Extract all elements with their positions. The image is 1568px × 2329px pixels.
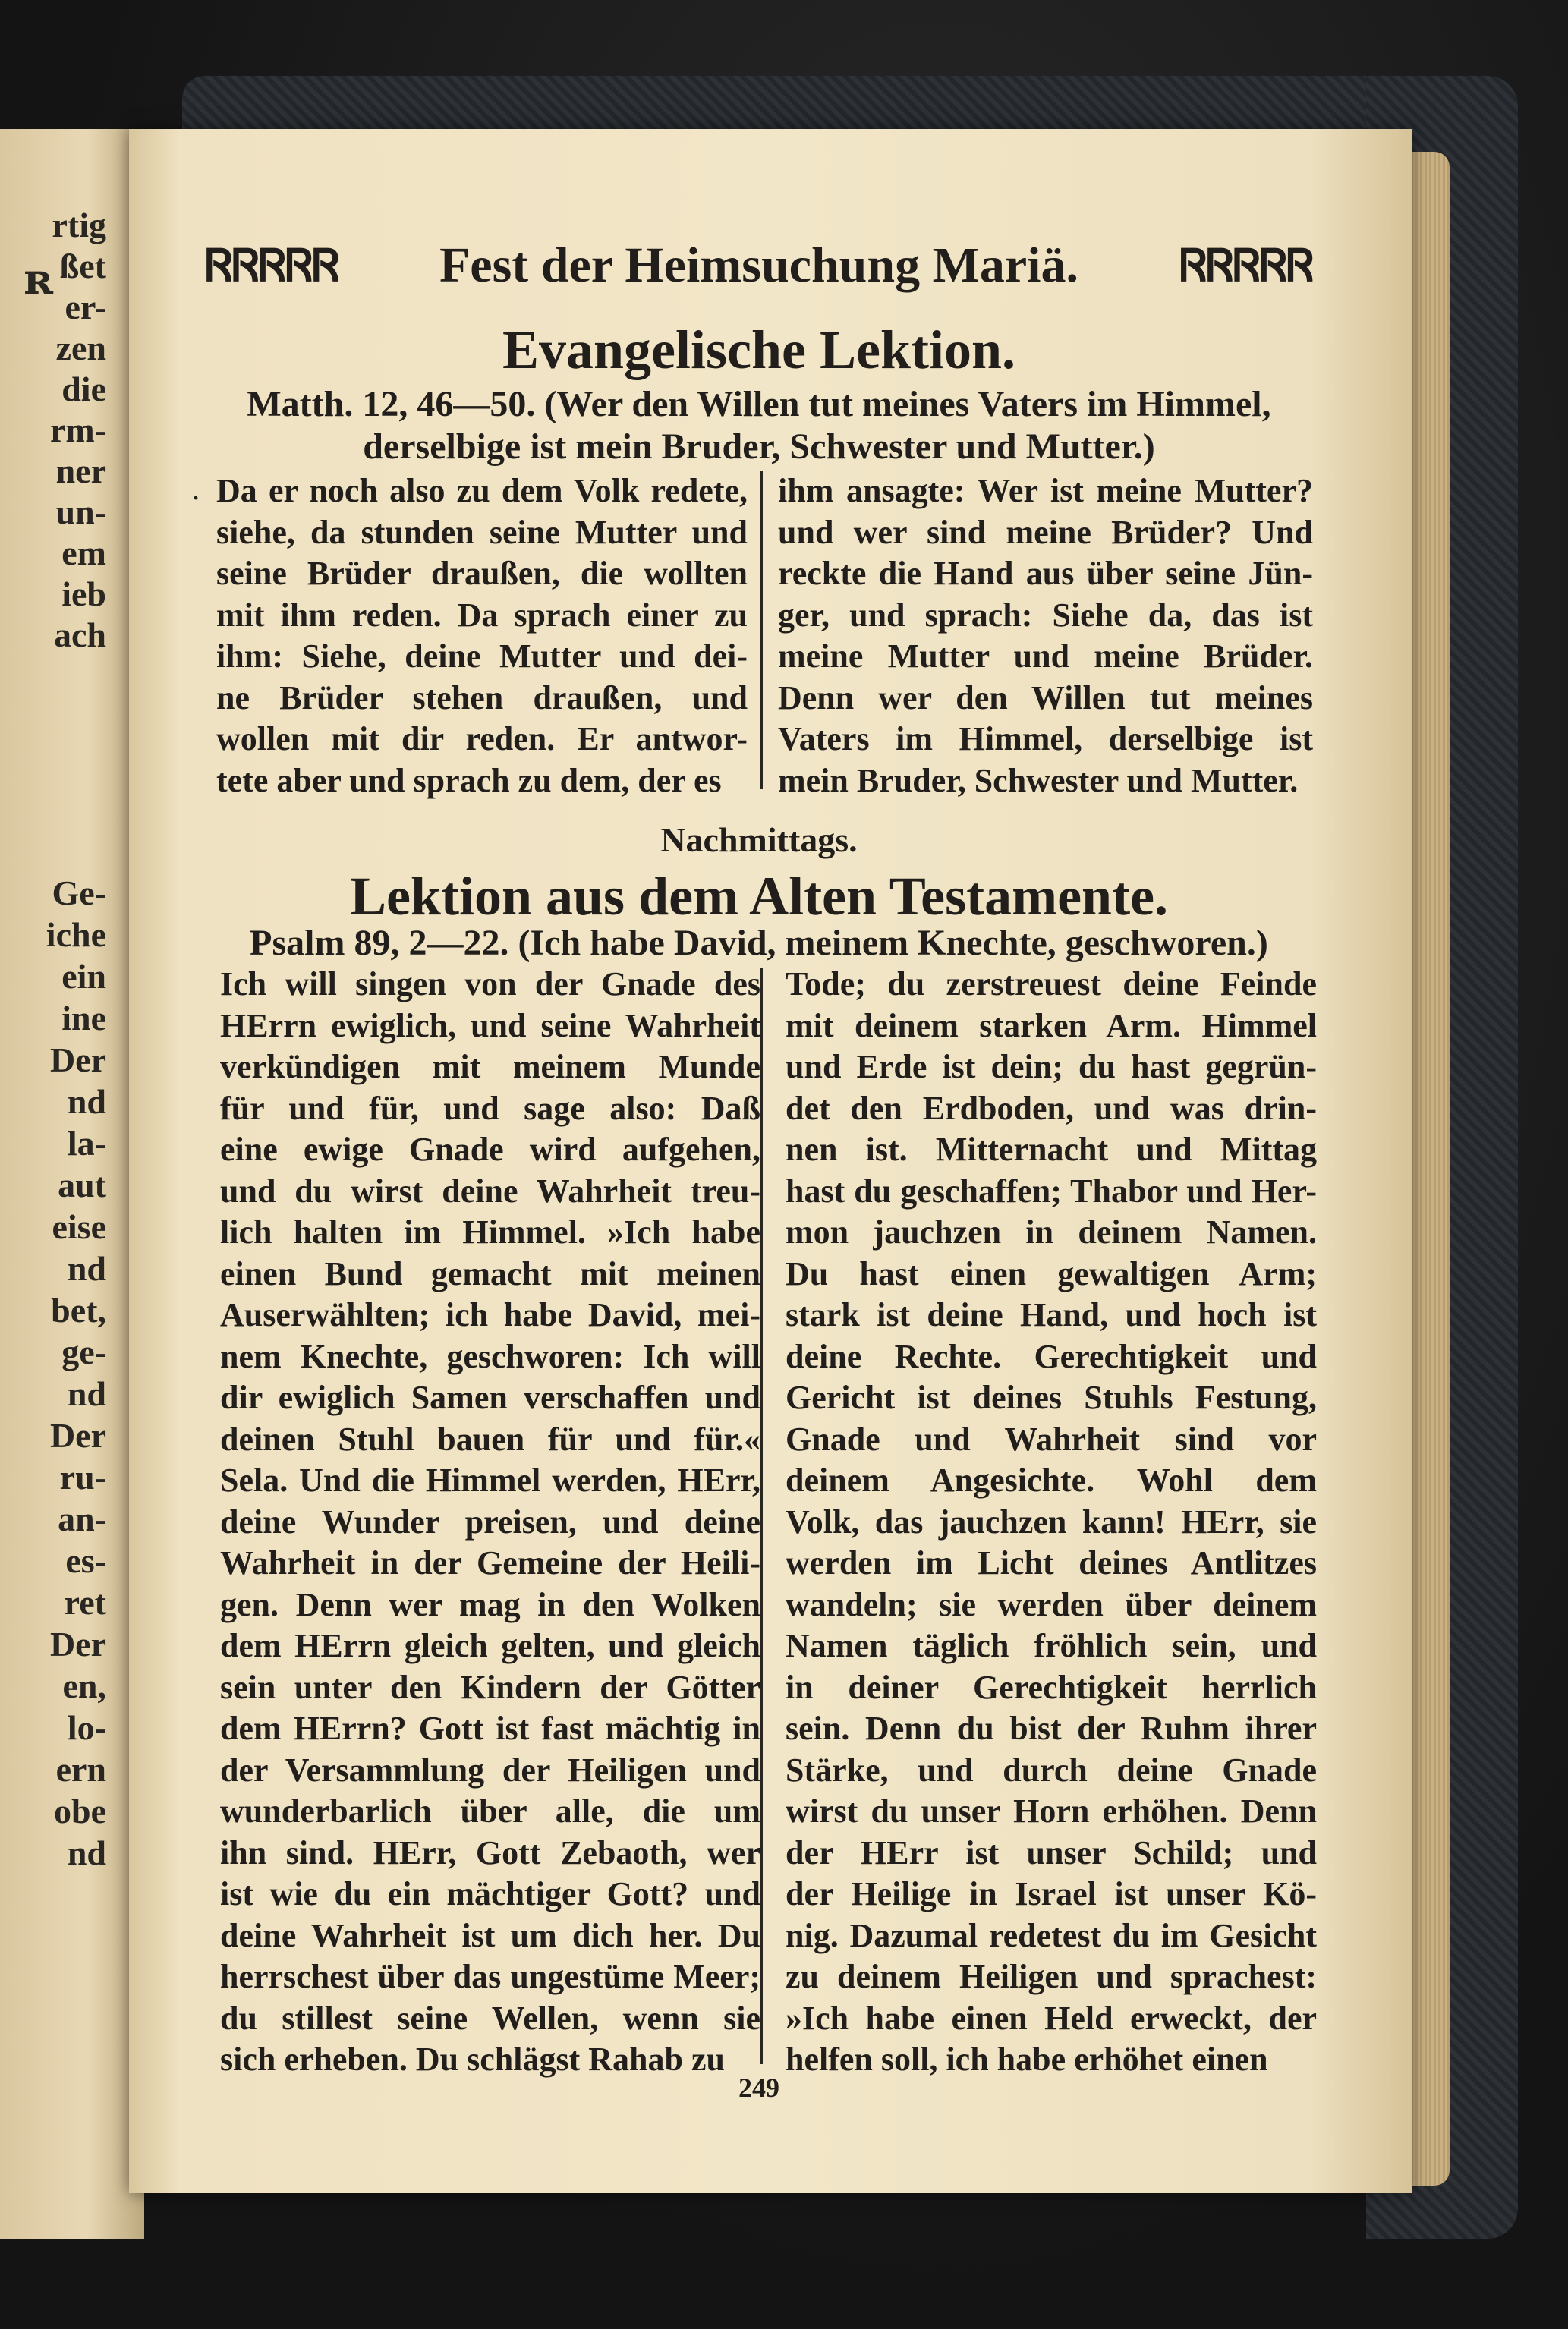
gospel-left-line: seine Brüder draußen, die wollten xyxy=(216,555,748,592)
psalm-left-line: sein unter den Kindern der Götter xyxy=(220,1668,760,1706)
margin-mark: · xyxy=(192,486,200,511)
psalm-left-line: lich halten im Himmel. »Ich habe xyxy=(220,1213,760,1251)
psalm-right-line: det den Erdboden, und was drin- xyxy=(786,1089,1317,1127)
psalm-right-line: wandeln; sie werden über deinem xyxy=(786,1585,1317,1623)
psalm-left-line: deine Wunder preisen, und deine xyxy=(220,1503,760,1541)
psalm-left-line: und du wirst deine Wahrheit treu- xyxy=(220,1172,760,1210)
left-page-line: obe xyxy=(54,1792,106,1830)
ornament-right: ᏒᏒᏒᏒᏒ xyxy=(1179,239,1313,291)
left-page-line: die xyxy=(61,370,106,408)
psalm-left-line: dem HErrn? Gott ist fast mächtig in xyxy=(220,1710,760,1747)
gospel-right-line: meine Mutter und meine Brüder. xyxy=(778,637,1313,675)
psalm-column-right xyxy=(786,964,1317,2081)
psalm-right-line: stark ist deine Hand, und hoch ist xyxy=(786,1296,1317,1333)
psalm-column-left xyxy=(220,964,760,2081)
psalm-left-line: HErrn ewiglich, und seine Wahrheit xyxy=(220,1006,760,1044)
psalm-left-line: herrschest über das ungestüme Meer; xyxy=(220,1958,760,1995)
gospel-reference-line-2: derselbige ist mein Bruder, Schwester und Mutter.) xyxy=(363,426,1155,467)
left-page-line: nd xyxy=(67,1249,106,1288)
left-page-fragment xyxy=(0,129,144,2239)
left-page-line: un- xyxy=(55,493,106,531)
gospel-column-right xyxy=(778,471,1313,801)
left-page-line: Ge- xyxy=(52,873,106,912)
psalm-right-line: nen ist. Mitternacht und Mittag xyxy=(786,1131,1317,1168)
psalm-right-line: wirst du unser Horn erhöhen. Denn xyxy=(786,1792,1317,1830)
psalm-left-line: gen. Denn wer mag in den Wolken xyxy=(220,1585,760,1623)
gospel-left-line: tete aber und sprach zu dem, der es xyxy=(216,761,722,799)
psalm-right-line: »Ich habe einen Held erweckt, der xyxy=(786,1999,1317,2037)
afternoon-heading: Lektion aus dem Alten Testamente. xyxy=(349,866,1169,927)
gospel-column-left xyxy=(216,471,748,801)
psalm-left-line: Auserwählten; ich habe David, mei- xyxy=(220,1296,760,1333)
left-page-line: ine xyxy=(61,999,106,1037)
left-page-line: ßet xyxy=(59,247,106,285)
gospel-left-line: ne Brüder stehen draußen, und xyxy=(216,678,748,716)
left-page-line: ein xyxy=(61,957,106,996)
psalm-left-line: für und für, und sage also: Daß xyxy=(220,1089,760,1127)
gospel-left-line: wollen mit dir reden. Er antwor- xyxy=(216,720,748,757)
psalm-left-line: wunderbarlich über alle, die um xyxy=(220,1792,760,1830)
psalm-right-line: helfen soll, ich habe erhöhet einen xyxy=(786,2041,1268,2078)
psalm-right-line: der HErr ist unser Schild; und xyxy=(786,1833,1317,1871)
psalm-right-line: Du hast einen gewaltigen Arm; xyxy=(786,1254,1317,1292)
psalm-left-line: deine Wahrheit ist um dich her. Du xyxy=(220,1916,760,1954)
left-page-line: la- xyxy=(67,1124,106,1163)
psalm-right-line: sein. Denn du bist der Ruhm ihrer xyxy=(786,1710,1317,1747)
psalm-left-line: Sela. Und die Himmel werden, HErr, xyxy=(220,1462,760,1499)
left-page-ornament: ʀ xyxy=(24,254,53,304)
left-page-line: Der xyxy=(49,1625,106,1663)
psalm-right-line: Namen täglich fröhlich sein, und xyxy=(786,1627,1317,1664)
left-page-line: rm- xyxy=(49,411,106,449)
left-page-line: Der xyxy=(49,1040,106,1079)
afternoon-label: Nachmittags. xyxy=(660,820,858,859)
left-page-line: aut xyxy=(58,1166,106,1204)
gospel-right-line: reckte die Hand aus über seine Jün- xyxy=(778,555,1313,592)
left-page-line: zen xyxy=(55,329,106,367)
gospel-column-divider xyxy=(760,471,763,789)
psalm-right-line: Tode; du zerstreuest deine Feinde xyxy=(786,965,1317,1002)
gospel-right-line: ihm ansagte: Wer ist meine Mutter? xyxy=(778,472,1313,509)
gospel-right-line: Vaters im Himmel, derselbige ist xyxy=(778,720,1313,757)
psalm-left-line: dir ewiglich Samen verschaffen und xyxy=(220,1379,760,1416)
psalm-right-line: deine Rechte. Gerechtigkeit und xyxy=(786,1337,1317,1375)
gospel-left-line: Da er noch also zu dem Volk redete, xyxy=(216,472,748,509)
psalm-right-line: in deiner Gerechtigkeit herrlich xyxy=(786,1668,1317,1706)
left-page-line: ge- xyxy=(61,1333,106,1371)
gospel-left-line: ihm: Siehe, deine Mutter und dei- xyxy=(216,637,748,675)
left-page-line: iche xyxy=(46,915,106,954)
psalm-column-divider xyxy=(760,968,763,2064)
feast-title: Fest der Heimsuchung Mariä. xyxy=(439,238,1079,293)
psalm-left-line: einen Bund gemacht mit meinen xyxy=(220,1254,760,1292)
gospel-left-line: mit ihm reden. Da sprach einer zu xyxy=(216,596,748,634)
gospel-right-line: und wer sind meine Brüder? Und xyxy=(778,513,1313,551)
gospel-left-line: siehe, da stunden seine Mutter und xyxy=(216,513,748,551)
psalm-right-line: und Erde ist dein; du hast gegrün- xyxy=(786,1048,1317,1085)
psalm-left-line: deinen Stuhl bauen für und für.« xyxy=(220,1420,760,1458)
left-page-line: ach xyxy=(54,615,106,654)
left-page-line: es- xyxy=(65,1541,106,1580)
psalm-left-line: der Versammlung der Heiligen und xyxy=(220,1751,760,1789)
left-page-line: ern xyxy=(55,1750,106,1789)
psalm-left-line: dem HErrn gleich gelten, und gleich xyxy=(220,1627,760,1664)
gospel-right-line: mein Bruder, Schwester und Mutter. xyxy=(778,761,1299,799)
psalm-right-line: deinem Angesichte. Wohl dem xyxy=(786,1462,1317,1499)
psalm-right-line: mit deinem starken Arm. Himmel xyxy=(786,1006,1317,1044)
gospel-right-line: Denn wer den Willen tut meines xyxy=(778,678,1313,716)
psalm-right-line: nig. Dazumal redetest du im Gesicht xyxy=(786,1916,1317,1954)
psalm-right-line: mon jauchzen in deinem Namen. xyxy=(786,1213,1317,1251)
left-page-line: an- xyxy=(58,1500,106,1538)
left-page-line: ieb xyxy=(61,574,106,613)
psalm-left-line: ist wie du ein mächtiger Gott? und xyxy=(220,1875,760,1912)
psalm-reference: Psalm 89, 2—22. (Ich habe David, meinem Knechte, geschworen.) xyxy=(250,923,1268,963)
left-page-line: ru- xyxy=(59,1458,106,1497)
left-page-line: eise xyxy=(52,1207,106,1246)
psalm-left-line: ihn sind. HErr, Gott Zebaoth, wer xyxy=(220,1833,760,1871)
psalm-right-line: hast du geschaffen; Thabor und Her- xyxy=(786,1172,1317,1210)
page-header xyxy=(205,231,1313,300)
left-page-line: nd xyxy=(67,1833,106,1872)
gospel-reference-line-1: Matth. 12, 46—50. (Wer den Willen tut meines Vaters im Himmel, xyxy=(247,384,1271,424)
gospel-heading: Evangelische Lektion. xyxy=(502,319,1016,380)
psalm-right-line: Stärke, und durch deine Gnade xyxy=(786,1751,1317,1789)
left-page-line: lo- xyxy=(67,1708,106,1747)
psalm-left-line: verkündigen mit meinem Munde xyxy=(220,1048,760,1085)
left-page-line: rtig xyxy=(52,206,106,244)
left-page-line: em xyxy=(61,533,106,572)
psalm-left-line: Wahrheit in der Gemeine der Heili- xyxy=(220,1544,760,1582)
left-page-line: bet, xyxy=(51,1291,106,1330)
psalm-right-line: Gnade und Wahrheit sind vor xyxy=(786,1420,1317,1458)
left-page-line: nd xyxy=(67,1082,106,1121)
gospel-right-line: ger, und sprach: Siehe da, das ist xyxy=(778,596,1313,634)
left-page-line: ner xyxy=(55,452,106,490)
psalm-left-line: nem Knechte, geschworen: Ich will xyxy=(220,1337,760,1375)
psalm-left-line: sich erheben. Du schlägst Rahab zu xyxy=(220,2041,725,2078)
psalm-right-line: der Heilige in Israel ist unser Kö- xyxy=(786,1875,1317,1912)
left-page-line: nd xyxy=(67,1374,106,1413)
psalm-left-line: eine ewige Gnade wird aufgehen, xyxy=(220,1131,760,1168)
psalm-right-line: Gericht ist deines Stuhls Festung, xyxy=(786,1379,1317,1416)
psalm-left-line: Ich will singen von der Gnade des xyxy=(220,965,760,1002)
psalm-left-line: du stillest seine Wellen, wenn sie xyxy=(220,1999,760,2037)
left-page-line: en, xyxy=(62,1666,106,1705)
left-page-line: er- xyxy=(65,288,106,326)
page-number: 249 xyxy=(738,2072,779,2103)
left-page-line: ret xyxy=(64,1583,106,1622)
psalm-right-line: zu deinem Heiligen und sprachest: xyxy=(786,1958,1317,1995)
psalm-right-line: werden im Licht deines Antlitzes xyxy=(786,1544,1317,1582)
left-page-line: Der xyxy=(49,1416,106,1455)
psalm-right-line: Volk, das jauchzen kann! HErr, sie xyxy=(786,1503,1317,1541)
ornament-left: ᏒᏒᏒᏒᏒ xyxy=(205,239,339,291)
